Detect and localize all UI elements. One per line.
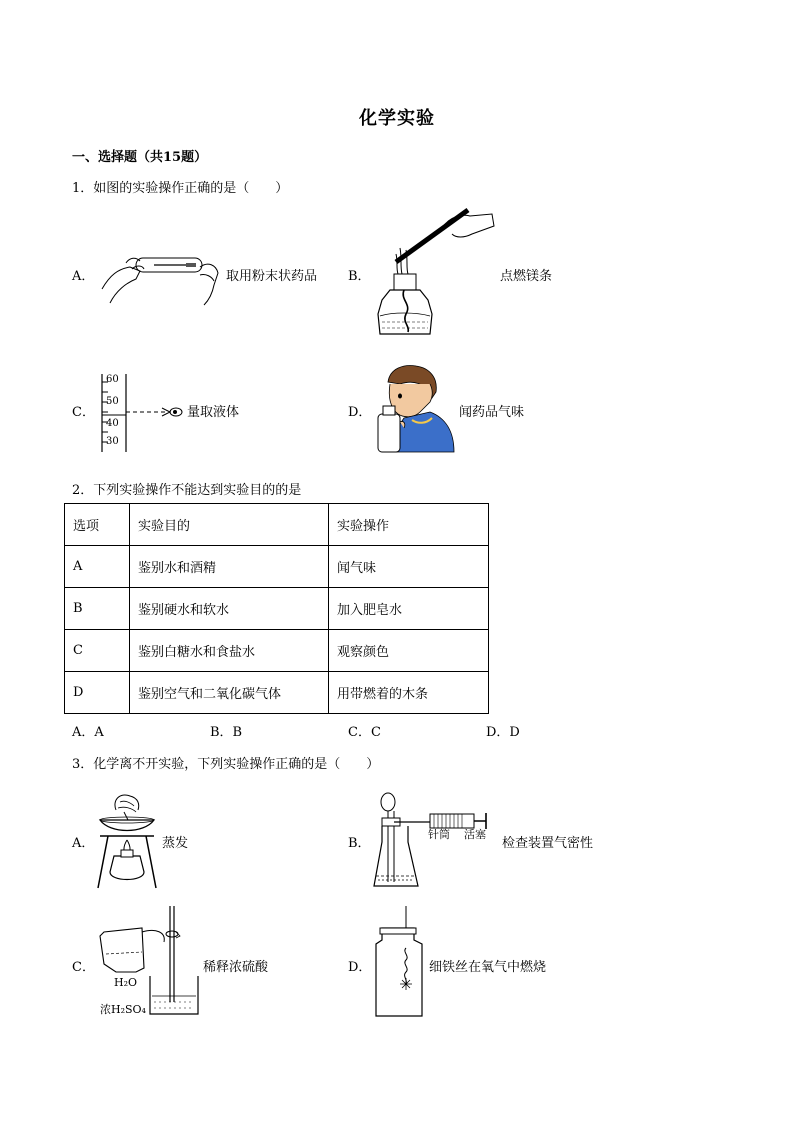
cylinder-tick-50: 50 — [106, 396, 119, 407]
acid-label: 浓H₂SO₄ — [100, 1003, 146, 1016]
q1-option-a-caption: 取用粉末状药品 — [226, 269, 318, 284]
table-header-cell: 选项 — [65, 504, 130, 546]
table-cell: 鉴别空气和二氧化碳气体 — [130, 672, 329, 714]
alcohol-lamp-magnesium-icon — [372, 204, 496, 344]
syringe-label: 针筒 — [428, 828, 450, 841]
table-cell: B — [65, 588, 130, 630]
table-cell: C — [65, 630, 130, 672]
q3-option-d-caption: 细铁丝在氧气中燃烧 — [429, 960, 547, 975]
q3-option-a-letter: A． — [72, 836, 95, 851]
section-heading: 一、选择题（共15题） — [72, 150, 208, 165]
page-title: 化学实验 — [359, 108, 435, 129]
q1-option-b-letter: B． — [348, 269, 371, 284]
table-cell: 鉴别水和酒精 — [130, 546, 329, 588]
table-row — [65, 588, 489, 630]
table-header-row — [65, 504, 489, 546]
q1-option-d-caption: 闻药品气味 — [459, 405, 525, 420]
q2-answer-a: A．A — [72, 725, 104, 740]
q3-option-b-caption: 检查装置气密性 — [502, 836, 594, 851]
q2-answer-d: D．D — [486, 725, 520, 740]
q1-option-d-letter: D． — [348, 405, 372, 420]
q2-answer-c: C．C — [348, 725, 381, 740]
q2-answer-b: B．B — [210, 725, 243, 740]
cylinder-tick-60: 60 — [106, 374, 119, 385]
q1-option-a-letter: A． — [72, 269, 95, 284]
table-header-cell: 实验目的 — [130, 504, 329, 546]
table-row — [65, 630, 489, 672]
table-cell: 鉴别硬水和软水 — [130, 588, 329, 630]
q2-table — [64, 503, 489, 714]
iron-wire-jar-icon — [372, 904, 424, 1020]
table-cell: 闻气味 — [329, 546, 489, 588]
question-3-stem: 3．化学离不开实验，下列实验操作正确的是（ ） — [72, 757, 380, 772]
table-cell: 鉴别白糖水和食盐水 — [130, 630, 329, 672]
q3-option-c-caption: 稀释浓硫酸 — [203, 960, 269, 975]
cylinder-tick-40: 40 — [106, 418, 119, 429]
table-cell: 观察颜色 — [329, 630, 489, 672]
q1-option-b-caption: 点燃镁条 — [500, 269, 553, 284]
boy-smelling-icon — [374, 362, 454, 452]
table-header-cell: 实验操作 — [329, 504, 489, 546]
question-2-stem: 2．下列实验操作不能达到实验目的的是 — [72, 483, 302, 498]
table-row — [65, 546, 489, 588]
q1-option-c-caption: 量取液体 — [187, 405, 240, 420]
q3-option-a-caption: 蒸发 — [162, 836, 189, 851]
q3-option-d-letter: D． — [348, 960, 372, 975]
table-cell: 加入肥皂水 — [329, 588, 489, 630]
cylinder-tick-30: 30 — [106, 436, 119, 447]
test-tube-powder-icon — [96, 245, 224, 305]
water-label: H₂O — [114, 976, 138, 989]
q3-option-c-letter: C． — [72, 960, 95, 975]
question-1-stem: 1．如图的实验操作正确的是（ ） — [72, 181, 289, 196]
table-row — [65, 672, 489, 714]
q3-option-b-letter: B． — [348, 836, 371, 851]
evaporating-dish-icon — [94, 790, 160, 890]
q1-option-c-letter: C． — [72, 405, 95, 420]
table-cell: 用带燃着的木条 — [329, 672, 489, 714]
table-cell: A — [65, 546, 130, 588]
table-cell: D — [65, 672, 130, 714]
plunger-label: 活塞 — [464, 828, 486, 841]
